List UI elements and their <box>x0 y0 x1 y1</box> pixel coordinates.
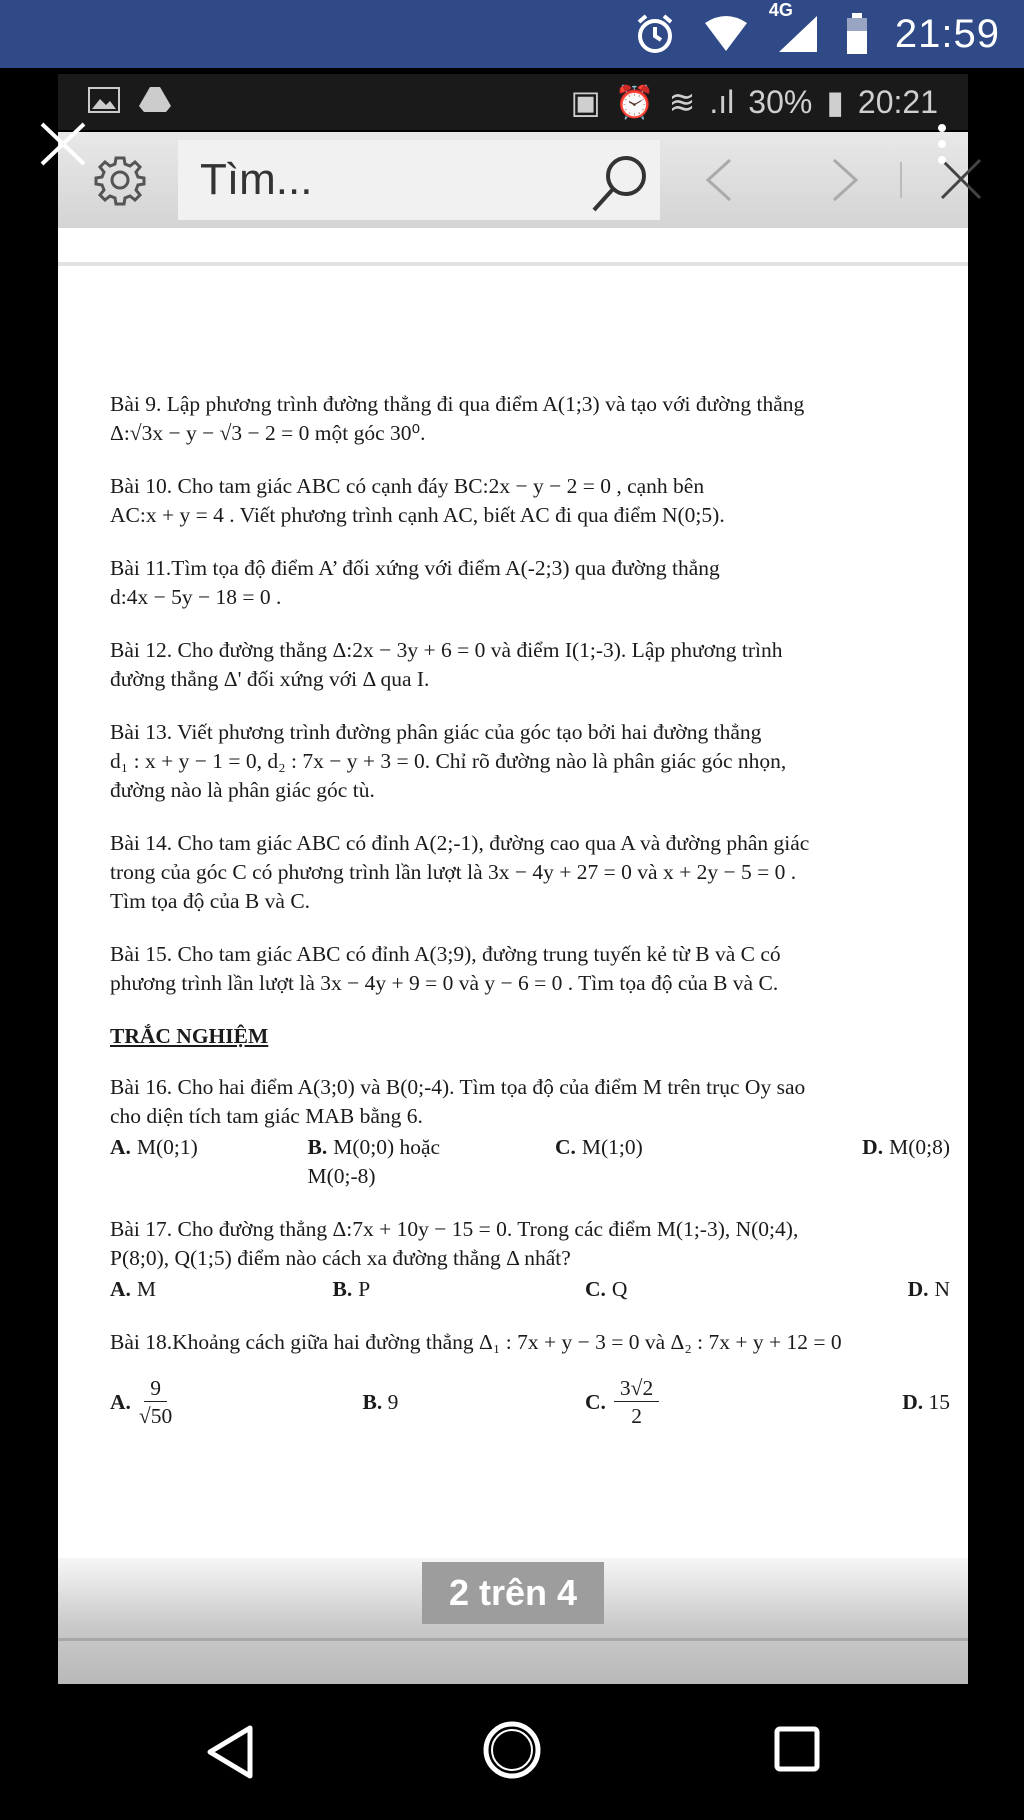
back-icon[interactable] <box>204 1724 254 1780</box>
battery-icon <box>845 13 869 55</box>
problem-9: Bài 9. Lập phương trình đường thẳng đi qua điểm A(1;3) và tạo với đường thẳng Δ:√3x − y − √3 − 2 = 0 một góc 30⁰. <box>110 392 805 445</box>
drive-icon <box>138 84 172 121</box>
option-c[interactable]: C. M(1;0) <box>555 1135 643 1159</box>
problem-12: Bài 12. Cho đường thẳng Δ:2x − 3y + 6 = 0 và điểm I(1;-3). Lập phương trình đường thẳng Δ' đối xứng với Δ qua I. <box>110 638 783 691</box>
option-d[interactable]: D. 15 <box>902 1390 950 1414</box>
problem-15: Bài 15. Cho tam giác ABC có đỉnh A(3;9), đường trung tuyến kẻ từ B và C có phương trình lần lượt là 3x − 4y + 9 = 0 và y − 6 = 0 . Tìm tọa độ của B và C. <box>110 942 781 995</box>
page-indicator: 2 trên 4 <box>422 1562 604 1624</box>
alarm-icon: ⏰ <box>614 84 655 120</box>
find-bar <box>58 132 968 228</box>
recent-apps-icon[interactable] <box>774 1726 820 1772</box>
problem-17-options <box>110 1275 950 1304</box>
battery-icon: ▮ <box>826 84 844 120</box>
wifi-icon: ≋ <box>668 84 696 120</box>
option-c[interactable]: C. $\frac{3√2}{2}$ <box>545 1375 768 1430</box>
lock-icon: ▣ <box>570 84 601 120</box>
divider <box>58 262 968 266</box>
problem-14: Bài 14. Cho tam giác ABC có đỉnh A(2;-1), đường cao qua A và đường phân giác trong của góc C có phương trình lần lượt là 3x − 4y + 27 = 0 và x + 2y − 5 = 0 . Tìm tọa độ của B và C. <box>110 831 810 913</box>
divider <box>900 162 902 198</box>
battery-percent: 30% <box>748 83 813 120</box>
previous-match-icon[interactable] <box>704 158 734 202</box>
divider <box>58 1638 968 1641</box>
problem-10: Bài 10. Cho tam giác ABC có cạnh đáy BC:2x − y − 2 = 0 , cạnh bên AC:x + y = 4 . Viết phương trình cạnh AC, biết AC đi qua điểm N(0;5). <box>110 474 725 527</box>
gallery-icon <box>88 84 120 121</box>
problem-16: Bài 16. Cho hai điểm A(3;0) và B(0;-4). Tìm tọa độ của điểm M trên trục Oy sao cho diện tích tam giác MAB bằng 6. <box>110 1075 806 1128</box>
gear-icon[interactable] <box>94 154 146 206</box>
navigation-bar <box>0 1690 1024 1820</box>
option-d[interactable]: D. M(0;8) <box>862 1135 950 1159</box>
inner-status-bar <box>58 74 968 130</box>
alarm-icon <box>633 12 677 56</box>
problem-13: Bài 13. Viết phương trình đường phân giác của góc tạo bởi hai đường thẳng d₁ : x + y − 1 = 0, d₂ : 7x − y + 3 = 0. Chỉ rõ đường nào là phân giác góc nhọn, đường nào là phân giác góc tù. <box>110 720 787 802</box>
search-icon[interactable] <box>588 152 652 216</box>
option-c[interactable]: C. Q <box>585 1277 628 1301</box>
option-a[interactable]: A. $\frac{9}{√50}$ <box>110 1376 173 1428</box>
network-type-label: 4G <box>768 0 793 20</box>
more-options-icon[interactable] <box>932 122 952 168</box>
status-bar <box>0 0 1024 68</box>
next-match-icon[interactable] <box>830 158 860 202</box>
option-a[interactable]: A. M <box>110 1277 157 1301</box>
cellular-signal-icon <box>768 0 819 54</box>
option-a[interactable]: A. M(0;1) <box>110 1135 198 1159</box>
option-b[interactable]: B. 9 <box>362 1390 399 1414</box>
section-title: TRẮC NGHIỆM <box>110 1024 269 1048</box>
option-b[interactable]: B. P <box>332 1277 371 1301</box>
find-input[interactable]: Tìm... <box>178 140 660 220</box>
close-icon[interactable] <box>38 118 88 168</box>
problem-18-options <box>110 1375 950 1430</box>
option-b[interactable]: B. M(0;0) hoặc M(0;-8) <box>307 1135 441 1188</box>
problem-17: Bài 17. Cho đường thẳng Δ:7x + 10y − 15 = 0. Trong các điểm M(1;-3), N(0;4), P(8;0), Q(1;5) điểm nào cách xa đường thẳng Δ nhất? <box>110 1217 799 1270</box>
problem-18: Bài 18.Khoảng cách giữa hai đường thẳng Δ₁ : 7x + y − 3 = 0 và Δ₂ : 7x + y + 12 = 0 <box>110 1330 842 1354</box>
document-content <box>110 390 950 1430</box>
home-icon[interactable] <box>482 1720 542 1780</box>
problem-16-options <box>110 1133 950 1191</box>
inner-time: 20:21 <box>857 83 938 120</box>
document-page[interactable] <box>58 228 968 1684</box>
status-time: 21:59 <box>894 11 1000 56</box>
option-d[interactable]: D. N <box>907 1277 950 1301</box>
signal-icon: .ıl <box>709 83 735 120</box>
problem-11: Bài 11.Tìm tọa độ điểm A’ đối xứng với điểm A(-2;3) qua đường thẳng d:4x − 5y − 18 = 0 . <box>110 556 720 609</box>
wifi-icon <box>703 15 749 53</box>
